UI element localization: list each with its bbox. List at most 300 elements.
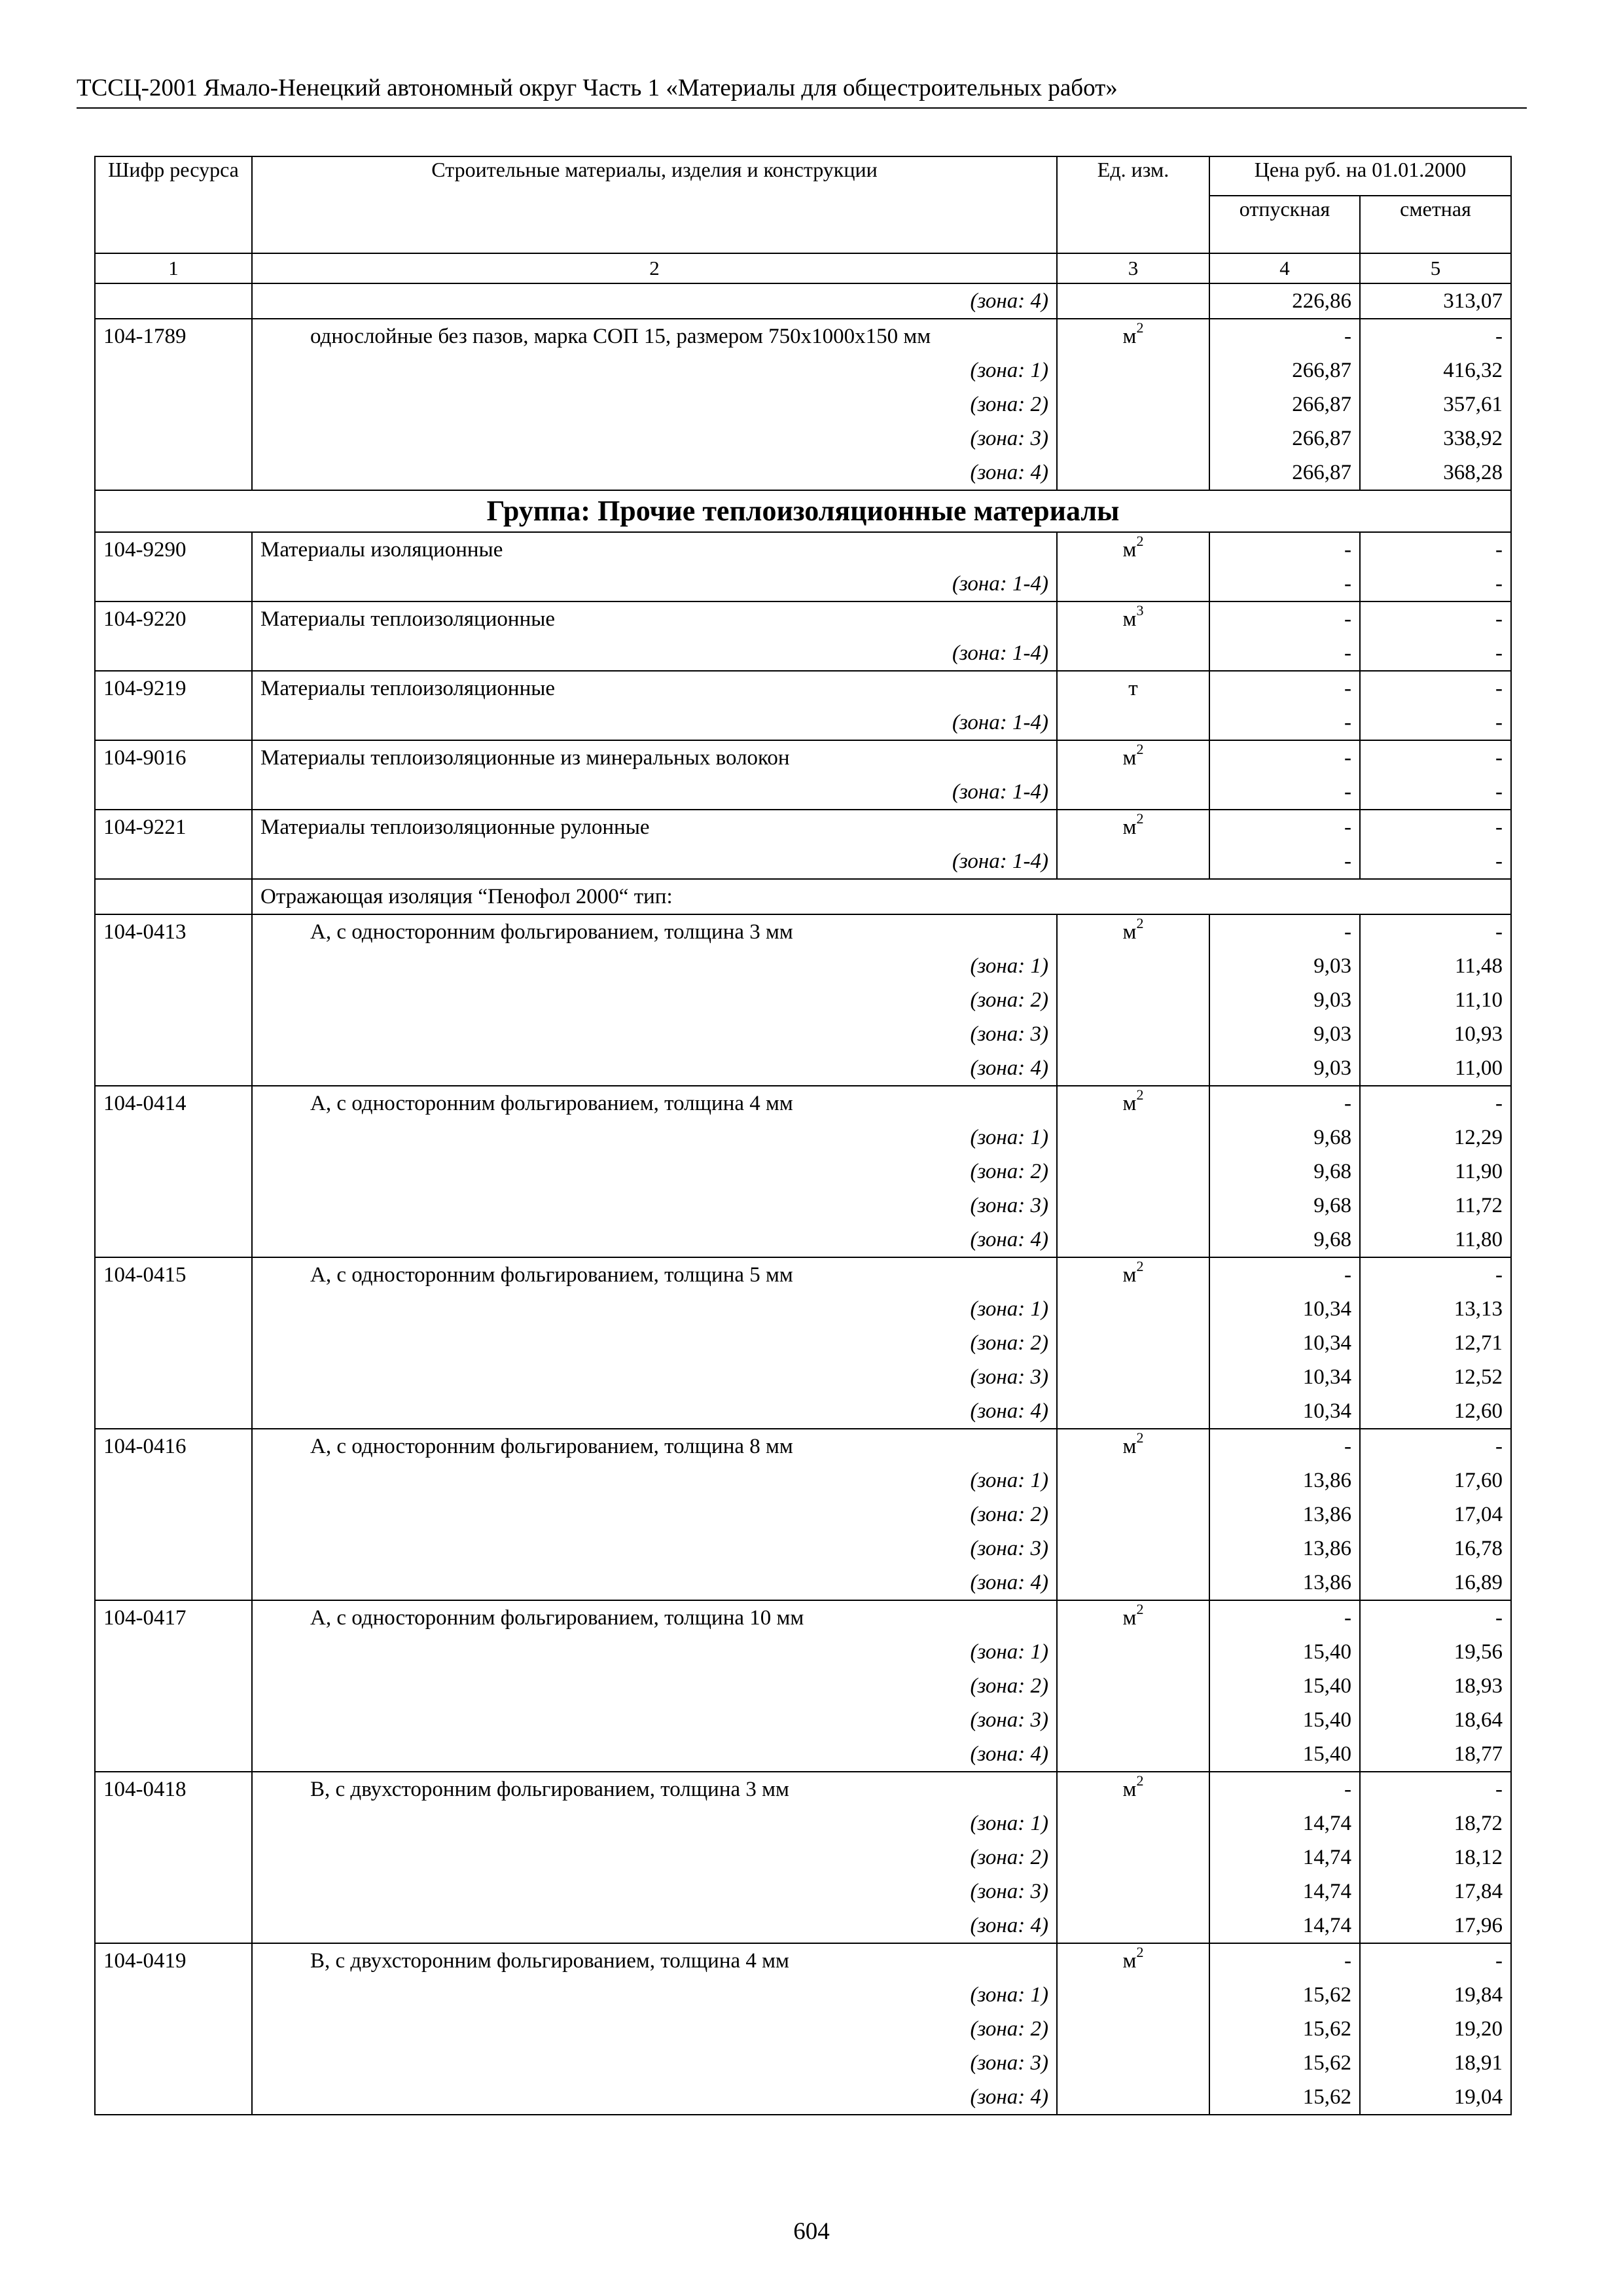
release-price: 15,62 bbox=[1209, 2012, 1360, 2046]
table-row bbox=[95, 1943, 1511, 1978]
estimate-price: 11,48 bbox=[1360, 949, 1511, 983]
unit-text: м bbox=[1122, 1778, 1137, 1801]
empty-cell bbox=[95, 1978, 252, 2012]
release-price: - bbox=[1209, 1600, 1360, 1635]
zone-label: (зона: 4) bbox=[252, 1909, 1057, 1943]
resource-code: 104-0419 bbox=[95, 1943, 252, 1978]
simple-item bbox=[95, 810, 1511, 879]
zone-row bbox=[95, 1223, 1511, 1257]
empty-cell bbox=[1057, 983, 1209, 1017]
zone-row bbox=[95, 1737, 1511, 1772]
zone-row bbox=[95, 567, 1511, 601]
item-104-1789 bbox=[95, 319, 1511, 490]
resource-code: 104-0416 bbox=[95, 1429, 252, 1463]
empty-cell bbox=[1057, 1566, 1209, 1600]
release-price: 14,74 bbox=[1209, 1840, 1360, 1874]
empty-cell bbox=[95, 983, 252, 1017]
material-name: А, с односторонним фольгированием, толщина 10 мм bbox=[252, 1600, 1057, 1635]
unit-text: м bbox=[1122, 816, 1137, 839]
zone-label: (зона: 4) bbox=[252, 283, 1057, 319]
release-price: 9,68 bbox=[1209, 1121, 1360, 1155]
zone-row bbox=[95, 456, 1511, 490]
release-price: 13,86 bbox=[1209, 1463, 1360, 1498]
release-price: - bbox=[1209, 914, 1360, 949]
subheading-row bbox=[95, 879, 1511, 914]
table-row bbox=[95, 1257, 1511, 1292]
unit-power: 2 bbox=[1136, 915, 1144, 931]
estimate-price: 12,71 bbox=[1360, 1326, 1511, 1360]
empty-cell bbox=[95, 1874, 252, 1909]
release-price: - bbox=[1209, 844, 1360, 879]
page-number: 604 bbox=[793, 2218, 830, 2245]
estimate-price: - bbox=[1360, 706, 1511, 740]
empty-cell bbox=[95, 1498, 252, 1532]
release-price: - bbox=[1209, 636, 1360, 671]
estimate-price: 17,84 bbox=[1360, 1874, 1511, 1909]
zone-row bbox=[95, 1806, 1511, 1840]
zone-label: (зона: 4) bbox=[252, 1051, 1057, 1086]
zone-row bbox=[95, 1669, 1511, 1703]
unit-power: 2 bbox=[1136, 533, 1144, 549]
unit-text: м bbox=[1122, 1949, 1137, 1973]
resource-code: 104-9290 bbox=[95, 532, 252, 567]
release-price: 13,86 bbox=[1209, 1532, 1360, 1566]
table-row bbox=[95, 1600, 1511, 1635]
unit-power: 2 bbox=[1136, 1429, 1144, 1446]
empty-cell bbox=[95, 949, 252, 983]
material-name: Материалы теплоизоляционные рулонные bbox=[252, 810, 1057, 844]
unit-cell bbox=[1057, 601, 1209, 636]
unit-cell bbox=[1057, 671, 1209, 706]
empty-cell bbox=[95, 1909, 252, 1943]
zone-row bbox=[95, 1840, 1511, 1874]
zone-label: (зона: 2) bbox=[252, 2012, 1057, 2046]
zone-label: (зона: 1-4) bbox=[252, 706, 1057, 740]
material-name: Материалы теплоизоляционные bbox=[252, 671, 1057, 706]
unit-power: 3 bbox=[1136, 602, 1144, 619]
penofol-item bbox=[95, 1600, 1511, 1772]
release-price: 9,03 bbox=[1209, 983, 1360, 1017]
estimate-price: - bbox=[1360, 914, 1511, 949]
empty-cell bbox=[1057, 1737, 1209, 1772]
release-price: 9,68 bbox=[1209, 1223, 1360, 1257]
empty-cell bbox=[95, 1121, 252, 1155]
resource-code bbox=[95, 283, 252, 319]
release-price: - bbox=[1209, 1257, 1360, 1292]
group-heading-section bbox=[95, 490, 1511, 532]
simple-item bbox=[95, 601, 1511, 671]
estimate-price: 16,78 bbox=[1360, 1532, 1511, 1566]
unit-text: м bbox=[1122, 1263, 1137, 1287]
zone-label: (зона: 3) bbox=[252, 1189, 1057, 1223]
zone-label: (зона: 1-4) bbox=[252, 775, 1057, 810]
estimate-price: 10,93 bbox=[1360, 1017, 1511, 1051]
estimate-price: 18,93 bbox=[1360, 1669, 1511, 1703]
zone-row bbox=[95, 1155, 1511, 1189]
zone-row bbox=[95, 353, 1511, 387]
estimate-price: - bbox=[1360, 532, 1511, 567]
empty-cell bbox=[1057, 1326, 1209, 1360]
empty-cell bbox=[1057, 1669, 1209, 1703]
table-row bbox=[95, 283, 1511, 319]
group-title: Группа: Прочие теплоизоляционные материалы bbox=[95, 490, 1511, 532]
empty-cell bbox=[95, 636, 252, 671]
resource-code: 104-1789 bbox=[95, 319, 252, 353]
release-price: 10,34 bbox=[1209, 1326, 1360, 1360]
empty-cell bbox=[95, 1292, 252, 1326]
empty-cell bbox=[1057, 949, 1209, 983]
zone-label: (зона: 1) bbox=[252, 1121, 1057, 1155]
zone-label: (зона: 1) bbox=[252, 1463, 1057, 1498]
material-name: Материалы теплоизоляционные bbox=[252, 601, 1057, 636]
zone-label: (зона: 4) bbox=[252, 1223, 1057, 1257]
estimate-price: 12,60 bbox=[1360, 1394, 1511, 1429]
empty-cell bbox=[95, 1635, 252, 1669]
estimate-price: - bbox=[1360, 1772, 1511, 1806]
release-price: 15,40 bbox=[1209, 1669, 1360, 1703]
subheading-code-cell bbox=[95, 879, 252, 914]
zone-row bbox=[95, 2046, 1511, 2080]
zone-row bbox=[95, 949, 1511, 983]
zone-label: (зона: 1-4) bbox=[252, 844, 1057, 879]
estimate-price: 17,60 bbox=[1360, 1463, 1511, 1498]
release-price: - bbox=[1209, 1429, 1360, 1463]
empty-cell bbox=[95, 706, 252, 740]
empty-cell bbox=[1057, 1394, 1209, 1429]
group-heading-row bbox=[95, 490, 1511, 532]
table-header bbox=[95, 156, 1511, 283]
estimate-price: - bbox=[1360, 740, 1511, 775]
zone-label: (зона: 3) bbox=[252, 1703, 1057, 1737]
unit-cell bbox=[1057, 1429, 1209, 1463]
empty-cell bbox=[1057, 636, 1209, 671]
estimate-price: 416,32 bbox=[1360, 353, 1511, 387]
estimate-price: 11,72 bbox=[1360, 1189, 1511, 1223]
release-price: - bbox=[1209, 532, 1360, 567]
estimate-price: 338,92 bbox=[1360, 422, 1511, 456]
unit-power: 2 bbox=[1136, 741, 1144, 757]
zone-label: (зона: 1) bbox=[252, 1292, 1057, 1326]
price-table bbox=[94, 156, 1512, 2115]
zone-label: (зона: 1-4) bbox=[252, 636, 1057, 671]
header-estimate-price: сметная bbox=[1360, 196, 1511, 253]
empty-cell bbox=[1057, 1189, 1209, 1223]
release-price: 14,74 bbox=[1209, 1874, 1360, 1909]
estimate-price: - bbox=[1360, 1257, 1511, 1292]
zone-label: (зона: 4) bbox=[252, 1394, 1057, 1429]
penofol-item bbox=[95, 914, 1511, 1086]
simple-item bbox=[95, 671, 1511, 740]
column-number: 4 bbox=[1209, 253, 1360, 283]
empty-cell bbox=[1057, 1463, 1209, 1498]
release-price: 15,40 bbox=[1209, 1703, 1360, 1737]
table-row bbox=[95, 1086, 1511, 1121]
release-price: 10,34 bbox=[1209, 1394, 1360, 1429]
estimate-price: 18,64 bbox=[1360, 1703, 1511, 1737]
unit-text: м bbox=[1122, 1606, 1137, 1630]
release-price: 10,34 bbox=[1209, 1292, 1360, 1326]
zone-row bbox=[95, 1292, 1511, 1326]
zone-row bbox=[95, 1394, 1511, 1429]
estimate-price: 16,89 bbox=[1360, 1566, 1511, 1600]
estimate-price: 357,61 bbox=[1360, 387, 1511, 422]
material-name: В, с двухсторонним фольгированием, толщина 4 мм bbox=[252, 1943, 1057, 1978]
zone-label: (зона: 1) bbox=[252, 1978, 1057, 2012]
column-number: 5 bbox=[1360, 253, 1511, 283]
release-price: 15,62 bbox=[1209, 2080, 1360, 2115]
unit-cell bbox=[1057, 1257, 1209, 1292]
carryover-row-group bbox=[95, 283, 1511, 319]
empty-cell bbox=[95, 2046, 252, 2080]
resource-code: 104-9220 bbox=[95, 601, 252, 636]
release-price: 13,86 bbox=[1209, 1498, 1360, 1532]
empty-cell bbox=[1057, 1121, 1209, 1155]
table-row bbox=[95, 319, 1511, 353]
unit-cell bbox=[1057, 1086, 1209, 1121]
estimate-price: 18,91 bbox=[1360, 2046, 1511, 2080]
unit-power: 2 bbox=[1136, 1772, 1144, 1789]
zone-label: (зона: 3) bbox=[252, 1532, 1057, 1566]
estimate-price: 18,72 bbox=[1360, 1806, 1511, 1840]
unit-power: 2 bbox=[1136, 319, 1144, 336]
table-row bbox=[95, 601, 1511, 636]
release-price: - bbox=[1209, 1086, 1360, 1121]
empty-cell bbox=[1057, 1703, 1209, 1737]
unit-cell bbox=[1057, 810, 1209, 844]
table-row bbox=[95, 914, 1511, 949]
resource-code: 104-0413 bbox=[95, 914, 252, 949]
zone-row bbox=[95, 1909, 1511, 1943]
release-price: 9,03 bbox=[1209, 1017, 1360, 1051]
unit-power: 2 bbox=[1136, 1086, 1144, 1103]
release-price: 266,87 bbox=[1209, 387, 1360, 422]
estimate-price: - bbox=[1360, 1943, 1511, 1978]
empty-cell bbox=[1057, 844, 1209, 879]
unit-cell bbox=[1057, 1943, 1209, 1978]
penofol-item bbox=[95, 1257, 1511, 1429]
release-price: 14,74 bbox=[1209, 1806, 1360, 1840]
empty-cell bbox=[1057, 1155, 1209, 1189]
empty-cell bbox=[95, 1326, 252, 1360]
penofol-item bbox=[95, 1772, 1511, 1943]
zone-row bbox=[95, 636, 1511, 671]
release-price: 226,86 bbox=[1209, 283, 1360, 319]
zone-row bbox=[95, 387, 1511, 422]
empty-cell bbox=[1057, 567, 1209, 601]
material-name: А, с односторонним фольгированием, толщина 8 мм bbox=[252, 1429, 1057, 1463]
unit-cell bbox=[1057, 740, 1209, 775]
zone-row bbox=[95, 1978, 1511, 2012]
unit-text: т bbox=[1128, 677, 1138, 700]
header-release-price: отпускная bbox=[1209, 196, 1360, 253]
estimate-price: 19,04 bbox=[1360, 2080, 1511, 2115]
estimate-price: - bbox=[1360, 567, 1511, 601]
empty-cell bbox=[1057, 1909, 1209, 1943]
zone-label: (зона: 1-4) bbox=[252, 567, 1057, 601]
empty-cell bbox=[95, 1360, 252, 1394]
penofol-item bbox=[95, 1943, 1511, 2115]
zone-row bbox=[95, 1017, 1511, 1051]
empty-cell bbox=[95, 1669, 252, 1703]
empty-cell bbox=[95, 1223, 252, 1257]
header-resource-code: Шифр ресурса bbox=[95, 156, 252, 253]
unit-cell bbox=[1057, 1772, 1209, 1806]
resource-code: 104-0415 bbox=[95, 1257, 252, 1292]
estimate-price: - bbox=[1360, 775, 1511, 810]
estimate-price: - bbox=[1360, 1600, 1511, 1635]
release-price: 14,74 bbox=[1209, 1909, 1360, 1943]
estimate-price: 19,56 bbox=[1360, 1635, 1511, 1669]
estimate-price: - bbox=[1360, 671, 1511, 706]
resource-code: 104-9016 bbox=[95, 740, 252, 775]
empty-cell bbox=[95, 775, 252, 810]
zone-label: (зона: 4) bbox=[252, 1737, 1057, 1772]
subheading-section bbox=[95, 879, 1511, 914]
empty-cell bbox=[95, 1566, 252, 1600]
empty-cell bbox=[95, 844, 252, 879]
material-name: А, с односторонним фольгированием, толщина 5 мм bbox=[252, 1257, 1057, 1292]
estimate-price: 11,00 bbox=[1360, 1051, 1511, 1086]
empty-cell bbox=[1057, 1017, 1209, 1051]
estimate-price: 313,07 bbox=[1360, 283, 1511, 319]
unit-text: м bbox=[1122, 1092, 1137, 1115]
table-row bbox=[95, 740, 1511, 775]
table-row bbox=[95, 671, 1511, 706]
zone-row bbox=[95, 1874, 1511, 1909]
release-price: - bbox=[1209, 319, 1360, 353]
release-price: 13,86 bbox=[1209, 1566, 1360, 1600]
estimate-price: - bbox=[1360, 1086, 1511, 1121]
column-numbers-row bbox=[95, 253, 1511, 283]
resource-code: 104-9219 bbox=[95, 671, 252, 706]
estimate-price: 368,28 bbox=[1360, 456, 1511, 490]
release-price: - bbox=[1209, 1772, 1360, 1806]
unit-cell bbox=[1057, 319, 1209, 353]
estimate-price: 11,90 bbox=[1360, 1155, 1511, 1189]
empty-cell bbox=[1057, 1874, 1209, 1909]
zone-label: (зона: 2) bbox=[252, 1326, 1057, 1360]
release-price: 9,03 bbox=[1209, 1051, 1360, 1086]
release-price: - bbox=[1209, 775, 1360, 810]
zone-row bbox=[95, 1498, 1511, 1532]
resource-code: 104-0418 bbox=[95, 1772, 252, 1806]
zone-row bbox=[95, 2080, 1511, 2115]
empty-cell bbox=[1057, 1498, 1209, 1532]
empty-cell bbox=[95, 1463, 252, 1498]
unit-cell bbox=[1057, 914, 1209, 949]
material-name: А, с односторонним фольгированием, толщина 4 мм bbox=[252, 1086, 1057, 1121]
zone-label: (зона: 3) bbox=[252, 422, 1057, 456]
estimate-price: 18,12 bbox=[1360, 1840, 1511, 1874]
zone-row bbox=[95, 1463, 1511, 1498]
empty-cell bbox=[1057, 2046, 1209, 2080]
zone-row bbox=[95, 775, 1511, 810]
release-price: 15,40 bbox=[1209, 1635, 1360, 1669]
header-unit: Ед. изм. bbox=[1057, 156, 1209, 253]
estimate-price: 12,29 bbox=[1360, 1121, 1511, 1155]
empty-cell bbox=[1057, 1051, 1209, 1086]
unit-power: 2 bbox=[1136, 1258, 1144, 1274]
zone-row bbox=[95, 1189, 1511, 1223]
release-price: 10,34 bbox=[1209, 1360, 1360, 1394]
empty-cell bbox=[1057, 1223, 1209, 1257]
empty-cell bbox=[1057, 1292, 1209, 1326]
material-name: Материалы изоляционные bbox=[252, 532, 1057, 567]
column-number: 1 bbox=[95, 253, 252, 283]
material-name: однослойные без пазов, марка СОП 15, размером 750х1000х150 мм bbox=[252, 319, 1057, 353]
zone-row bbox=[95, 983, 1511, 1017]
release-price: - bbox=[1209, 810, 1360, 844]
zone-row bbox=[95, 1532, 1511, 1566]
estimate-price: 19,84 bbox=[1360, 1978, 1511, 2012]
empty-cell bbox=[1057, 2012, 1209, 2046]
empty-cell bbox=[1057, 1360, 1209, 1394]
unit-text: м bbox=[1122, 746, 1137, 770]
release-price: - bbox=[1209, 706, 1360, 740]
release-price: 15,62 bbox=[1209, 2046, 1360, 2080]
release-price: 266,87 bbox=[1209, 353, 1360, 387]
empty-cell bbox=[95, 1840, 252, 1874]
table-row bbox=[95, 1429, 1511, 1463]
unit-cell bbox=[1057, 1600, 1209, 1635]
empty-cell bbox=[95, 1051, 252, 1086]
zone-row bbox=[95, 1635, 1511, 1669]
release-price: - bbox=[1209, 601, 1360, 636]
zone-label: (зона: 3) bbox=[252, 1017, 1057, 1051]
material-name: А, с односторонним фольгированием, толщина 3 мм bbox=[252, 914, 1057, 949]
empty-cell bbox=[95, 1532, 252, 1566]
empty-cell bbox=[95, 1703, 252, 1737]
release-price: - bbox=[1209, 740, 1360, 775]
empty-cell bbox=[95, 1017, 252, 1051]
zone-row bbox=[95, 706, 1511, 740]
zone-label: (зона: 1) bbox=[252, 1806, 1057, 1840]
resource-code: 104-0417 bbox=[95, 1600, 252, 1635]
zone-label: (зона: 2) bbox=[252, 1498, 1057, 1532]
zone-label: (зона: 1) bbox=[252, 949, 1057, 983]
unit-cell bbox=[1057, 532, 1209, 567]
estimate-price: 18,77 bbox=[1360, 1737, 1511, 1772]
column-number: 2 bbox=[252, 253, 1057, 283]
column-number: 3 bbox=[1057, 253, 1209, 283]
empty-cell bbox=[1057, 1806, 1209, 1840]
estimate-price: 17,04 bbox=[1360, 1498, 1511, 1532]
table-row bbox=[95, 810, 1511, 844]
header-price-group: Цена руб. на 01.01.2000 bbox=[1209, 156, 1511, 196]
zone-row bbox=[95, 1051, 1511, 1086]
zone-row bbox=[95, 1121, 1511, 1155]
empty-cell bbox=[1057, 706, 1209, 740]
zone-row bbox=[95, 1360, 1511, 1394]
estimate-price: - bbox=[1360, 319, 1511, 353]
unit-text: м bbox=[1122, 538, 1137, 562]
release-price: 266,87 bbox=[1209, 422, 1360, 456]
unit-power: 2 bbox=[1136, 810, 1144, 827]
zone-label: (зона: 1) bbox=[252, 353, 1057, 387]
empty-cell bbox=[95, 1737, 252, 1772]
estimate-price: 12,52 bbox=[1360, 1360, 1511, 1394]
estimate-price: 11,10 bbox=[1360, 983, 1511, 1017]
empty-cell bbox=[1057, 2080, 1209, 2115]
empty-cell bbox=[1057, 775, 1209, 810]
unit-text: м bbox=[1122, 325, 1137, 348]
running-header: ТССЦ-2001 Ямало-Ненецкий автономный округ Часть 1 «Материалы для общестроительных работ» bbox=[77, 73, 1527, 109]
unit-power: 2 bbox=[1136, 1944, 1144, 1960]
zone-row bbox=[95, 422, 1511, 456]
estimate-price: 11,80 bbox=[1360, 1223, 1511, 1257]
zone-label: (зона: 4) bbox=[252, 1566, 1057, 1600]
release-price: - bbox=[1209, 1943, 1360, 1978]
